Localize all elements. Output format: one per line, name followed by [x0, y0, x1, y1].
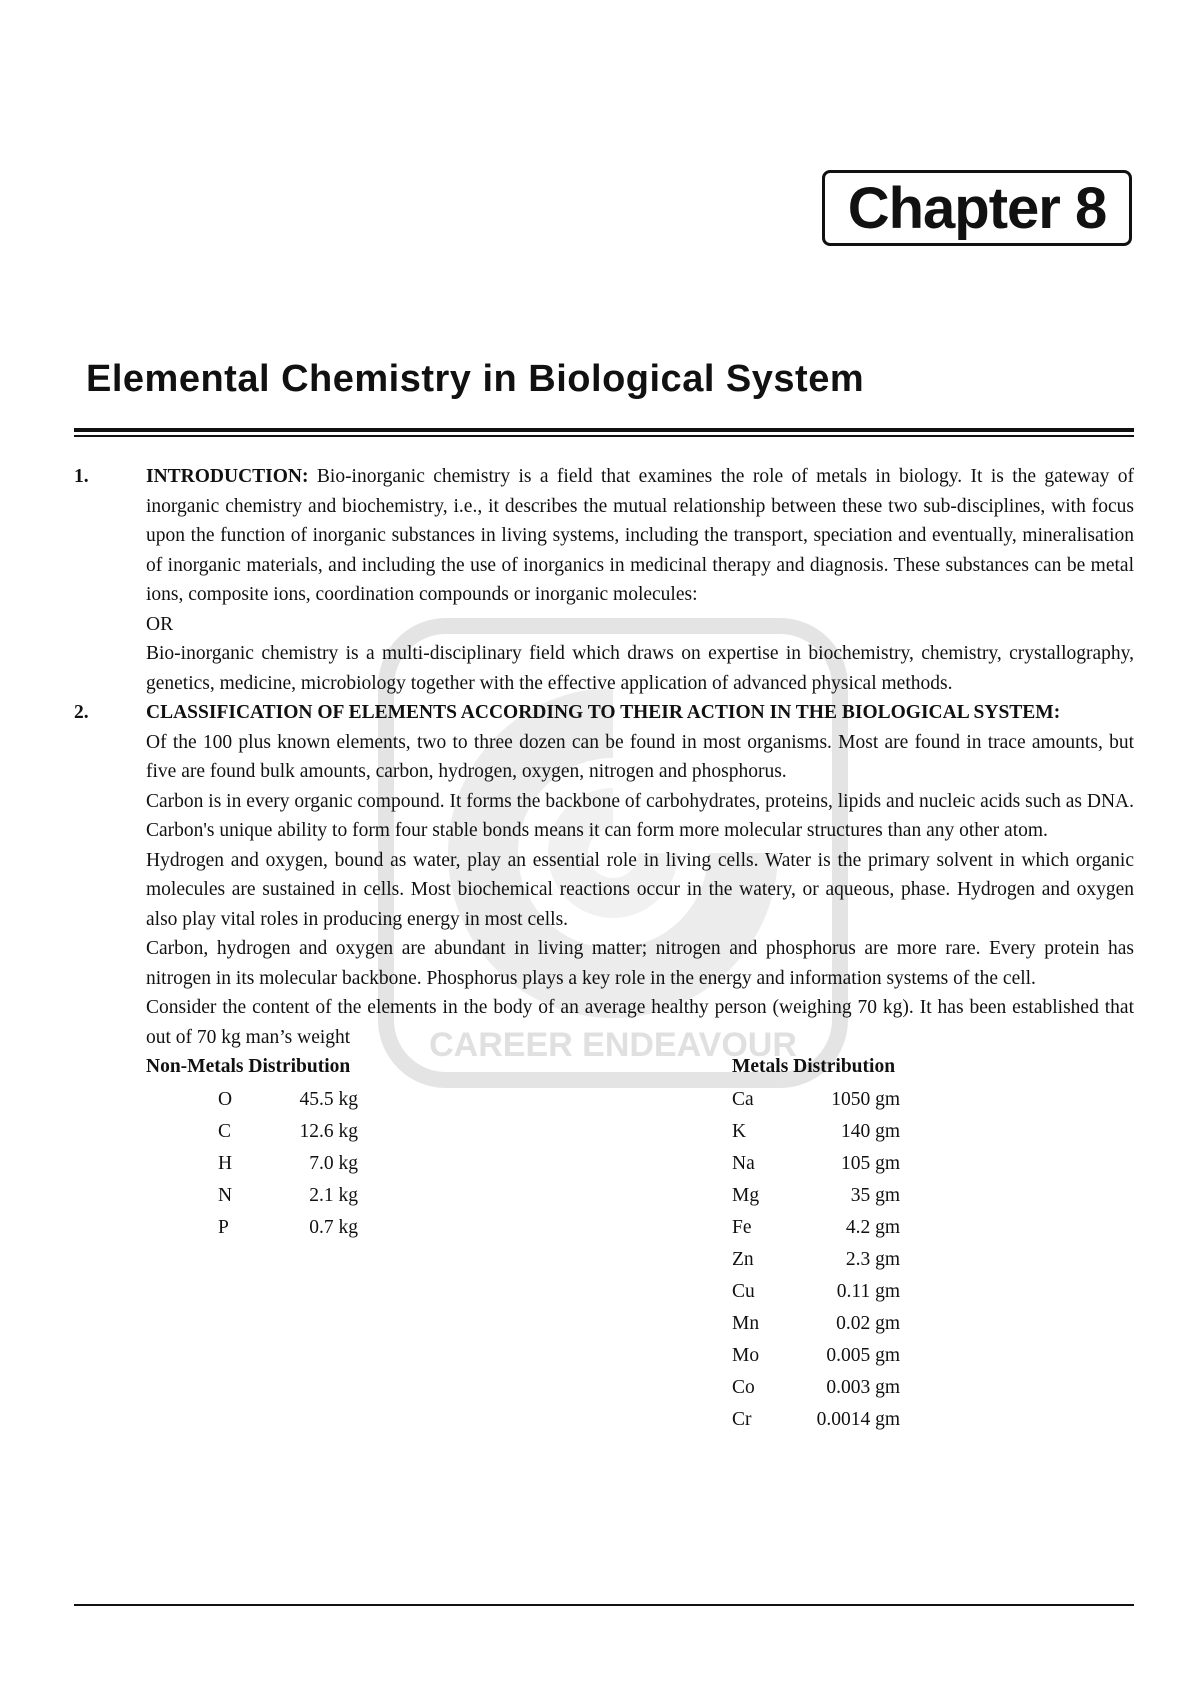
table-row: [732, 1212, 900, 1244]
main-content: [74, 462, 1134, 1442]
watermark-text: CAREER ENDEAVOUR: [429, 1026, 797, 1064]
element-symbol: Fe: [732, 1217, 752, 1238]
element-symbol: Na: [732, 1153, 755, 1174]
section-number: 2.: [74, 702, 89, 723]
section-heading: INTRODUCTION:: [146, 466, 309, 487]
or-separator: OR: [146, 613, 174, 635]
element-symbol: Mo: [732, 1345, 760, 1366]
table-row: [732, 1116, 900, 1148]
element-amount: 1050 gm: [831, 1089, 900, 1110]
table-row: [146, 1148, 358, 1180]
element-symbol: C: [218, 1121, 232, 1142]
element-amount: 0.7 kg: [309, 1217, 358, 1238]
paragraph: Of the 100 plus known elements, two to three dozen can be found in most organisms. Most are found in trace amounts, but five are found bulk amounts, carbon, hydrogen, oxygen, nitrogen and phosphorus.: [146, 731, 1134, 782]
element-amount: 2.1 kg: [309, 1185, 358, 1206]
element-symbol: Cr: [732, 1409, 752, 1430]
element-amount: 0.0014 gm: [816, 1409, 900, 1430]
table-row: [732, 1404, 900, 1436]
element-symbol: Zn: [732, 1249, 754, 1270]
intro-text: Bio-inorganic chemistry is a field that examines the role of metals in biology. It is the gateway of inorganic chemistry and biochemistry, i.e., it describes the mutual relationship between these two sub-disciplines, with focus upon the function of inorganic substances in living systems, including the transport, speciation and eventually, mineralisation of inorganic materials, and including the use of inorganics in medicinal therapy and diagnosis. These substances can be metal ions, composite ions, coordination compounds or inorganic molecules:: [146, 466, 1134, 605]
distribution-tables: [146, 1052, 1134, 1442]
non-metals-heading: Non-Metals Distribution: [146, 1056, 351, 1077]
element-amount: 0.11 gm: [836, 1281, 900, 1302]
footer-rule: [74, 1604, 1134, 1606]
element-amount: 140 gm: [840, 1121, 900, 1142]
section-introduction: [74, 462, 1134, 698]
element-symbol: Mg: [732, 1185, 760, 1206]
table-row: [732, 1340, 900, 1372]
element-amount: 4.2 gm: [845, 1217, 900, 1238]
element-symbol: Mn: [732, 1313, 760, 1334]
table-row: [732, 1372, 900, 1404]
element-symbol: P: [218, 1217, 229, 1238]
element-amount: 0.005 gm: [826, 1345, 900, 1366]
element-symbol: O: [218, 1089, 233, 1110]
alt-definition: Bio-inorganic chemistry is a multi-disciplinary field which draws on expertise in biochemistry, chemistry, crystallography, genetics, medicine, microbiology together with the effective application of advanced physical methods.: [146, 643, 1134, 694]
element-amount: 0.02 gm: [836, 1313, 900, 1334]
table-row: [732, 1244, 900, 1276]
table-row: [732, 1148, 900, 1180]
table-row: [732, 1308, 900, 1340]
intro-paragraph: [146, 462, 1134, 610]
element-symbol: H: [218, 1153, 233, 1174]
element-amount: 35 gm: [850, 1185, 900, 1206]
element-symbol: Ca: [732, 1089, 754, 1110]
element-amount: 12.6 kg: [299, 1121, 358, 1142]
title-rule-thick: [74, 428, 1134, 432]
section-number: 1.: [74, 466, 89, 487]
section-heading: CLASSIFICATION OF ELEMENTS ACCORDING TO THEIR ACTION IN THE BIOLOGICAL SYSTEM:: [146, 702, 1061, 723]
table-row: [732, 1276, 900, 1308]
non-metals-table: [146, 1052, 358, 1244]
element-amount: 2.3 gm: [845, 1249, 900, 1270]
metals-table: [732, 1052, 900, 1436]
element-amount: 45.5 kg: [299, 1089, 358, 1110]
metals-heading: Metals Distribution: [732, 1056, 896, 1077]
table-row: [146, 1212, 358, 1244]
paragraph: Consider the content of the elements in the body of an average healthy person (weighing 70 kg). It has been established that out of 70 kg man’s weight: [146, 997, 1134, 1048]
paragraph: Carbon, hydrogen and oxygen are abundant in living matter; nitrogen and phosphorus are more rare. Every protein has nitrogen in its molecular backbone. Phosphorus plays a key role in the energy and information systems of the cell.: [146, 938, 1134, 989]
paragraph: Carbon is in every organic compound. It forms the backbone of carbohydrates, proteins, lipids and nucleic acids such as DNA. Carbon's unique ability to form four stable bonds means it can form more molecular structures than any other atom.: [146, 790, 1134, 841]
element-amount: 7.0 kg: [309, 1153, 358, 1174]
element-amount: 0.003 gm: [826, 1377, 900, 1398]
element-symbol: K: [732, 1121, 747, 1142]
page-title: Elemental Chemistry in Biological System: [86, 358, 865, 400]
table-row: [732, 1084, 900, 1116]
paragraph: Hydrogen and oxygen, bound as water, play an essential role in living cells. Water is the primary solvent in which organic molecules are sustained in cells. Most biochemical reactions occur in the watery, or aqueous, phase. Hydrogen and oxygen also play vital roles in producing energy in most cells.: [146, 849, 1134, 930]
table-row: [146, 1084, 358, 1116]
table-row: [146, 1116, 358, 1148]
table-row: [732, 1180, 900, 1212]
title-rule-thin: [74, 435, 1134, 437]
element-symbol: N: [218, 1185, 233, 1206]
section-classification: [74, 698, 1134, 1052]
element-amount: 105 gm: [840, 1153, 900, 1174]
element-symbol: Co: [732, 1377, 755, 1398]
chapter-label: Chapter 8: [822, 170, 1132, 246]
table-row: [146, 1180, 358, 1212]
element-symbol: Cu: [732, 1281, 755, 1302]
